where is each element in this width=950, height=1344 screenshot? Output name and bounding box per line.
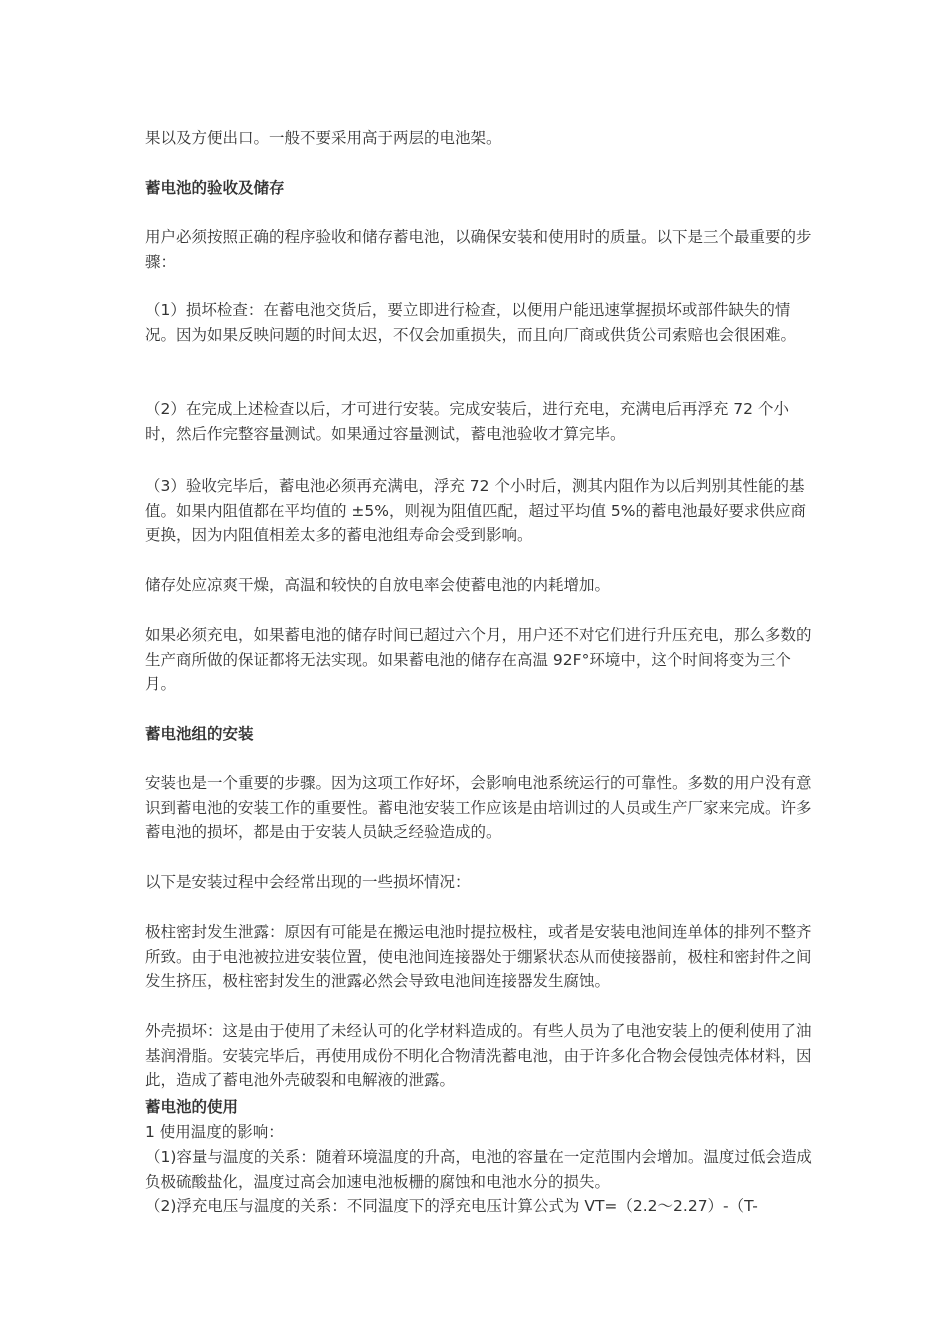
paragraph-case-damage: 外壳损坏：这是由于使用了未经认可的化学材料造成的。有些人员为了电池安装上的便利使用了油基润滑脂。安装完毕后，再使用成份不明化合物清洗蓄电池，由于许多化合物会侵蚀壳体材料，因此，造成了蓄电池外壳破裂和电解液的泄露。 <box>145 1022 812 1089</box>
heading-acceptance-storage: 蓄电池的验收及储存 <box>145 179 285 197</box>
heading-installation: 蓄电池组的安装 <box>145 725 254 743</box>
paragraph-temp-effect: 1 使用温度的影响： <box>145 1123 284 1141</box>
paragraph-damage-intro: 以下是安装过程中会经常出现的一些损坏情况： <box>145 873 471 891</box>
paragraph-intro-tail: 果以及方便出口。一般不要采用高于两层的电池架。 <box>145 129 502 147</box>
paragraph-capacity-temp: （1)容量与温度的关系：随着环境温度的升高，电池的容量在一定范围内会增加。温度过低会造成负极硫酸盐化，温度过高会加速电池板栅的腐蚀和电池水分的损失。 <box>145 1148 812 1191</box>
paragraph-step-2: （2）在完成上述检查以后，才可进行安装。完成安装后，进行充电，充满电后再浮充 72 个小时，然后作完整容量测试。如果通过容量测试，蓄电池验收才算完毕。 <box>145 400 789 443</box>
paragraph-installation: 安装也是一个重要的步骤。因为这项工作好坏，会影响电池系统运行的可靠性。多数的用户没有意识到蓄电池的安装工作的重要性。蓄电池安装工作应该是由培训过的人员或生产厂家来完成。许多蓄电池的损坏，都是由于安装人员缺乏经验造成的。 <box>145 774 812 841</box>
paragraph-step-3: （3）验收完毕后，蓄电池必须再充满电，浮充 72 个小时后，测其内阻作为以后判别其性能的基值。如果内阻值都在平均值的 ±5%，则视为阻值匹配，超过平均值 5%的蓄电池最好要求供应商更换，因为内阻值相差太多的蓄电池组寿命会受到影响。 <box>145 477 807 544</box>
paragraph-float-voltage: （2)浮充电压与温度的关系：不同温度下的浮充电压计算公式为 VT=（2.2～2.27）-（T- <box>145 1197 758 1215</box>
paragraph-storage: 储存处应凉爽干燥，高温和较快的自放电率会使蓄电池的内耗增加。 <box>145 576 611 594</box>
paragraph-acceptance-intro: 用户必须按照正确的程序验收和储存蓄电池，以确保安装和使用时的质量。以下是三个最重要的步骤： <box>145 228 812 271</box>
paragraph-terminal-leak: 极柱密封发生泄露：原因有可能是在搬运电池时提拉极柱，或者是安装电池间连单体的排列不整齐所致。由于电池被拉进安装位置，使电池间连接器处于绷紧状态从而使接器前，极柱和密封件之间发生挤压，极柱密封发生的泄露必然会导致电池间连接器发生腐蚀。 <box>145 923 812 990</box>
paragraph-charging: 如果必须充电，如果蓄电池的储存时间已超过六个月，用户还不对它们进行升压充电，那么多数的生产商所做的保证都将无法实现。如果蓄电池的储存在高温 92F°环境中，这个时间将变为三个月。 <box>145 626 812 693</box>
paragraph-step-1: （1）损坏检查：在蓄电池交货后，要立即进行检查，以便用户能迅速掌握损坏或部件缺失的情况。因为如果反映问题的时间太迟，不仅会加重损失，而且向厂商或供货公司索赔也会很困难。 <box>145 301 797 344</box>
heading-usage: 蓄电池的使用 <box>145 1098 239 1116</box>
